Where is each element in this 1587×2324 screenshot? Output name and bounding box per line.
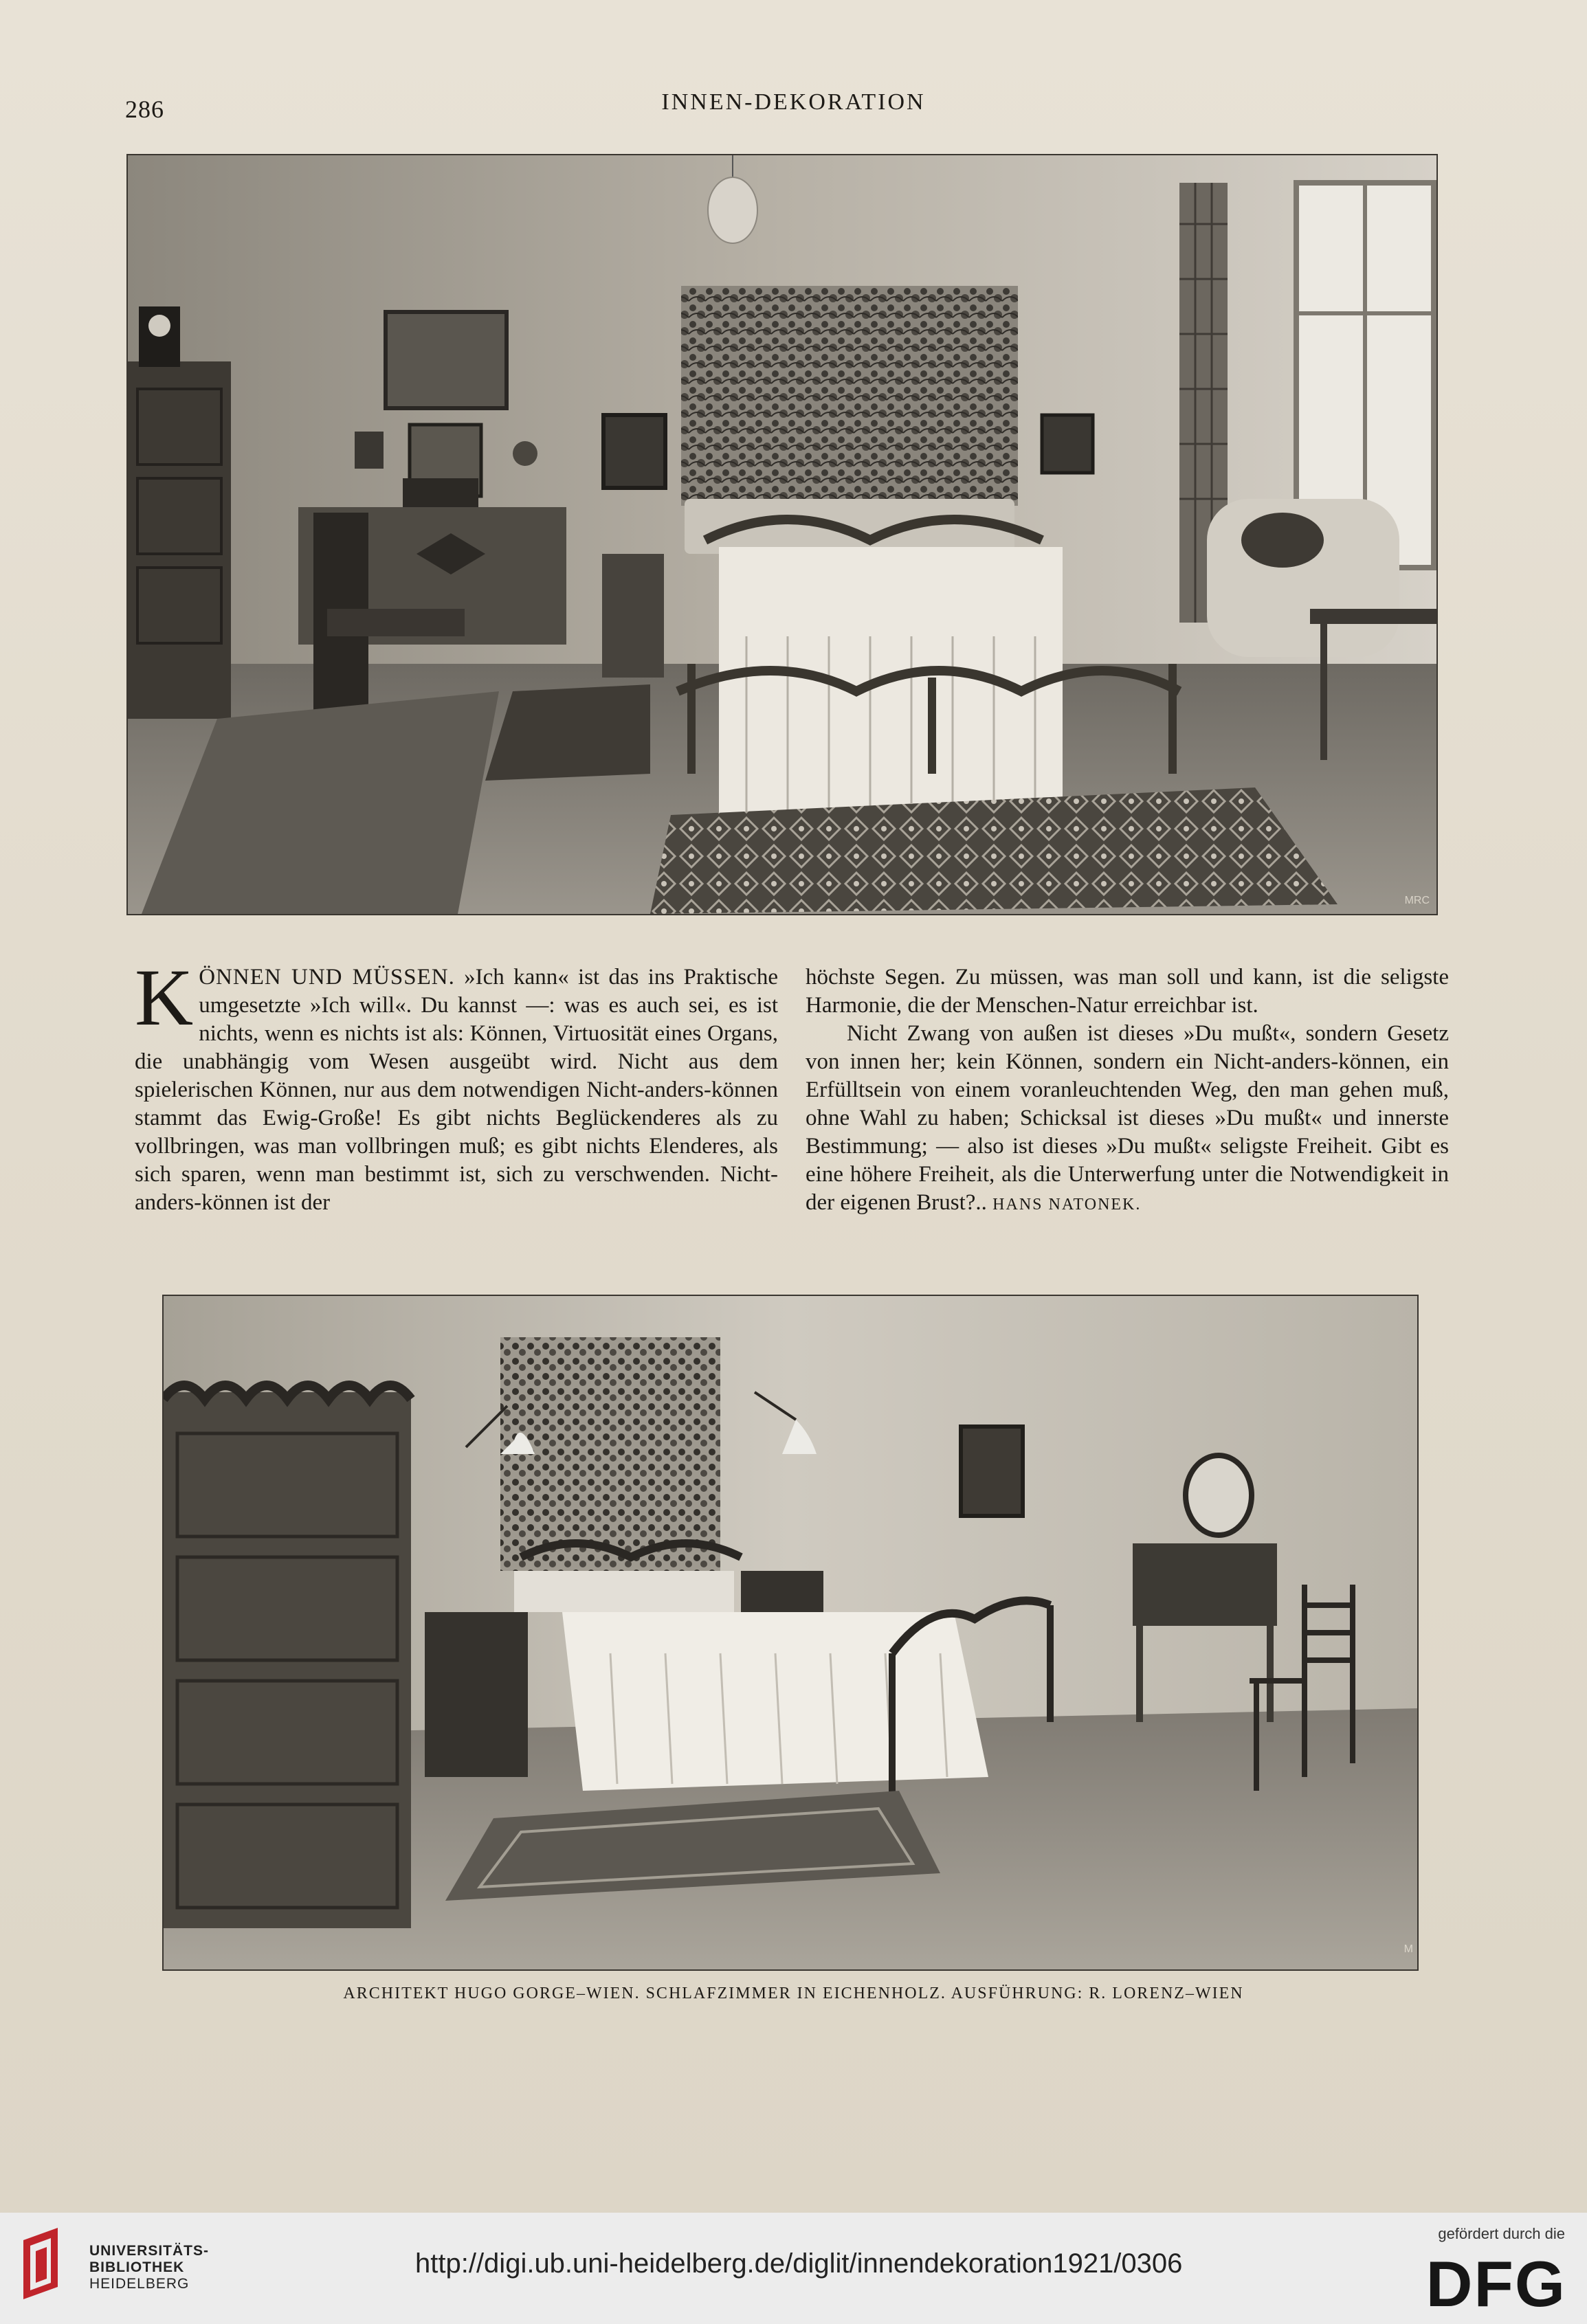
running-title: INNEN-DEKORATION [661,89,926,115]
drop-cap: K [135,952,194,1042]
library-line-1: UNIVERSITÄTS- [89,2243,210,2259]
bedroom-twin-beds-illustration [128,155,1436,914]
article-left-text: »Ich kann« ist das ins Praktische umgesetzte »Ich will«. Du kannst —: was es auch sei, es ist nichts, wenn es nichts ist als: Können, Virtuosität eines Organs, die unabhängig vom Wesen ausgeübt wird. Nicht aus dem spielerischen Können, nur aus dem notwendigen Nicht-anders-können stammt das Ewig-Große! Es gibt nichts Beglückenderes als zu vollbringen, was man vollbringen muß; es gibt nichts Elenderes, als sich sparen, wenn man bestimmt ist, sich zu verschwenden. Nicht-anders-können ist der [135,965,778,1215]
article-column-right [806,963,1449,1219]
ub-heidelberg-logo-icon [16,2226,77,2309]
dfg-logo: DFG [1425,2248,1566,2320]
article-right-text-2 [806,1020,1449,1219]
article-right-paragraph: Nicht Zwang von außen ist dieses »Du mußt«, sondern Gesetz von innen her; kein Können, sondern ein Nicht-anders-können, ein Erfülltsein von einem voranleuchtenden Weg, den man gehen muß, ohne Wahl zu haben; Schicksal ist dieses »Du mußt« und innerste Bestimmung; — also ist dieses »Du mußt« seligste Freiheit. Gibt es eine höhere Freiheit, als die Unterwerfung unter die Notwendigkeit in der eigenen Brust?.. [806,1021,1449,1215]
article-heading: ÖNNEN UND MÜSSEN. [199,965,455,990]
library-line-2: BIBLIOTHEK [89,2259,185,2275]
photo-mark: M [1403,1943,1413,1955]
photo-bedroom-twin-beds [128,155,1436,914]
article-column-left [135,952,778,1217]
article-author: HANS NATONEK. [992,1196,1142,1214]
bedroom-single-bed-illustration [164,1296,1417,1969]
photo-caption: ARCHITEKT HUGO GORGE–WIEN. SCHLAFZIMMER IN EICHENHOLZ. AUSFÜHRUNG: R. LORENZ–WIEN [343,1985,1244,2002]
page-number: 286 [125,96,164,123]
photo-bedroom-single-bed [164,1296,1417,1969]
footer-bar [0,2213,1587,2324]
library-name [89,2243,209,2292]
photo-mark: MRC [1404,895,1430,906]
source-url-link[interactable]: http://digi.ub.uni-heidelberg.de/diglit/innendekoration1921/0306 [415,2248,1183,2279]
funded-by-label: gefördert durch die [1438,2225,1565,2242]
article-right-text-1: höchste Segen. Zu müssen, was man soll und kann, ist die seligste Harmonie, die der Menschen-Natur erreichbar ist. [806,965,1449,1018]
library-line-3: HEIDELBERG [89,2276,190,2292]
